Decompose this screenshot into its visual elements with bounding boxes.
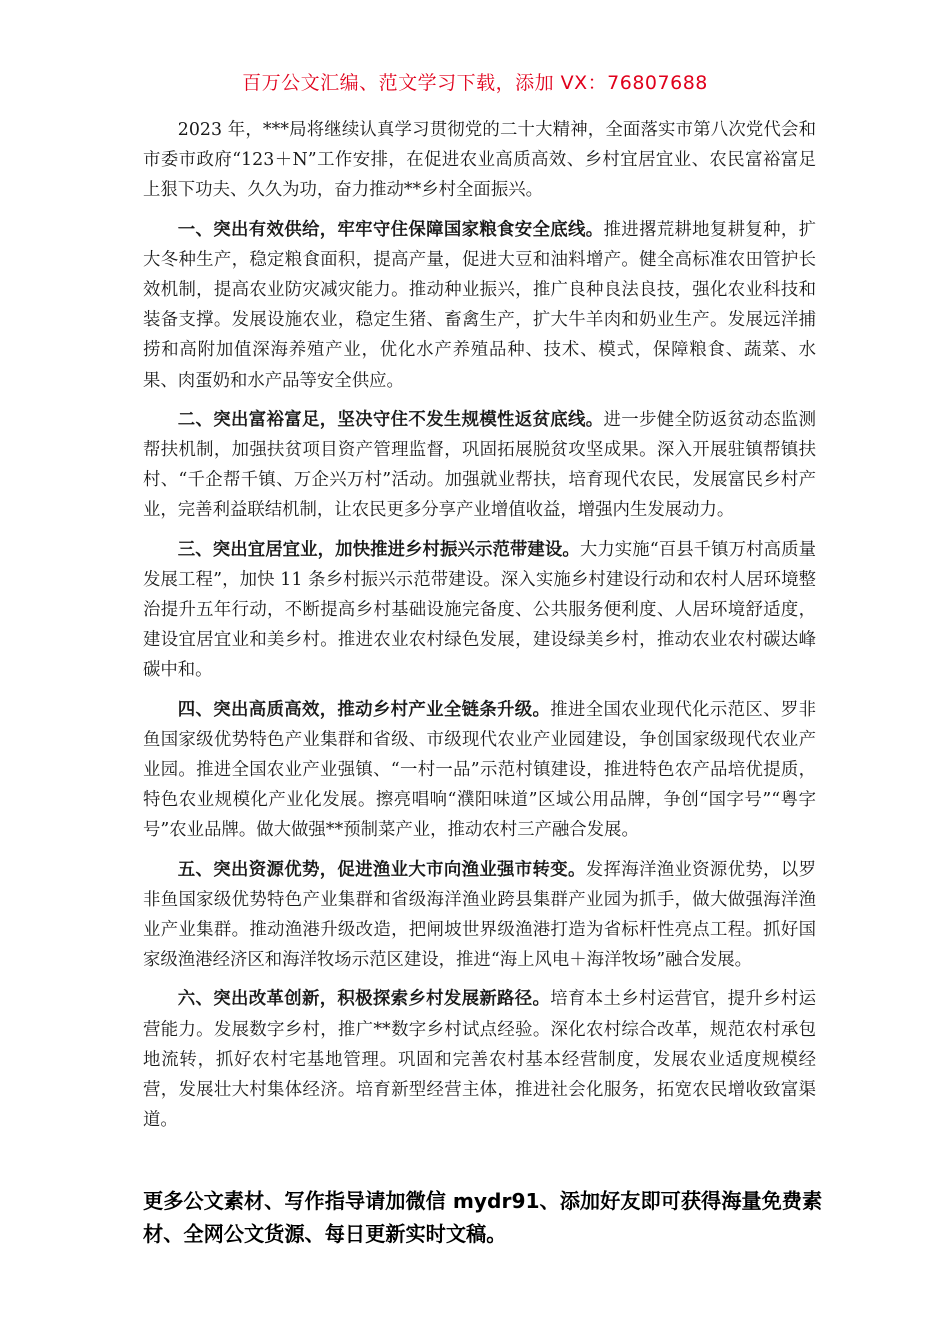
section-heading: 二、突出富裕富足，坚决守住不发生规模性返贫底线。 <box>177 409 604 430</box>
section-paragraph-2 <box>143 405 816 526</box>
section-body: 推进撂荒耕地复耕复种，扩大冬种生产，稳定粮食面积，提高产量，促进大豆和油料增产。健全高标准农田管护长效机制，提高农业防灾减灾能力。推动种业振兴，推广良种良法良技，强化农业科技和装备支撑。发展设施农业，稳定生猪、畜禽生产，扩大牛羊肉和奶业生产。发展远洋捕捞和高附加值深海养殖产业，优化水产养殖品种、技术、模式，保障粮食、蔬菜、水果、肉蛋奶和水产品等安全供应。 <box>143 219 816 391</box>
section-body: 发挥海洋渔业资源优势，以罗非鱼国家级优势特色产业集群和省级海洋渔业跨县集群产业园为抓手，做大做强海洋渔业产业集群。推动渔港升级改造，把闸坡世界级渔港打造为省标杆性亮点工程。抓好国家级渔港经济区和海洋牧场示范区建设，推进“海上风电＋海洋牧场”融合发展。 <box>143 859 816 971</box>
section-paragraph-6 <box>143 984 816 1135</box>
section-body: 推进全国农业现代化示范区、罗非鱼国家级优势特色产业集群和省级、市级现代农业产业园建设，争创国家级现代农业产业园。推进全国农业产业强镇、“一村一品”示范村镇建设，推进特色农产品培优提质，特色农业规模化产业化发展。擦亮唱响“濮阳味道”区域公用品牌，争创“国字号”“粤字号”农业品牌。做大做强**预制菜产业，推动农村三产融合发展。 <box>143 699 816 841</box>
section-body: 进一步健全防返贫动态监测帮扶机制，加强扶贫项目资产管理监督，巩固拓展脱贫攻坚成果。深入开展驻镇帮镇扶村、“千企帮千镇、万企兴万村”活动。加强就业帮扶，培育现代农民，发展富民乡村产业，完善利益联结机制，让农民更多分享产业增值收益，增强内生发展动力。 <box>143 409 816 521</box>
section-body: 大力实施“百县千镇万村高质量发展工程”，加快 11 条乡村振兴示范带建设。深入实施乡村建设行动和农村人居环境整治提升五年行动，不断提高乡村基础设施完备度、公共服务便利度、人居环境舒适度，建设宜居宜业和美乡村。推进农业农村绿色发展，建设绿美乡村，推动农业农村碳达峰碳中和。 <box>143 539 816 681</box>
section-heading: 五、突出资源优势，促进渔业大市向渔业强市转变。 <box>177 859 586 880</box>
section-heading: 四、突出高质高效，推动乡村产业全链条升级。 <box>177 699 551 720</box>
intro-paragraph: 2023 年，***局将继续认真学习贯彻党的二十大精神，全面落实市第八次党代会和市委市政府“123＋N”工作安排，在促进农业高质高效、乡村宜居宜业、农民富裕富足上狠下功夫、久久为功，奋力推动**乡村全面振兴。 <box>143 120 816 201</box>
section-paragraph-1 <box>143 215 816 396</box>
document-body <box>143 115 816 1145</box>
section-heading: 三、突出宜居宜业，加快推进乡村振兴示范带建设。 <box>177 539 580 560</box>
header-promo: 百万公文汇编、范文学习下载，添加 VX：76807688 <box>242 72 708 94</box>
section-body: 培育本土乡村运营官，提升乡村运营能力。发展数字乡村，推广**数字乡村试点经验。深化农村综合改革，规范农村承包地流转，抓好农村宅基地管理。巩固和完善农村基本经营制度，发展农业适度规模经营，发展壮大村集体经济。培育新型经营主体，推进社会化服务，拓宽农民增收致富渠道。 <box>143 989 816 1131</box>
section-heading: 一、突出有效供给，牢牢守住保障国家粮食安全底线。 <box>177 219 604 240</box>
section-heading: 六、突出改革创新，积极探索乡村发展新路径。 <box>177 989 551 1010</box>
section-paragraph-5 <box>143 855 816 976</box>
footer-promo: 更多公文素材、写作指导请加微信 mydr91、添加好友即可获得海量免费素材、全网公文货源、每日更新实时文稿。 <box>143 1189 823 1246</box>
section-paragraph-3 <box>143 535 816 686</box>
section-paragraph-4 <box>143 695 816 846</box>
